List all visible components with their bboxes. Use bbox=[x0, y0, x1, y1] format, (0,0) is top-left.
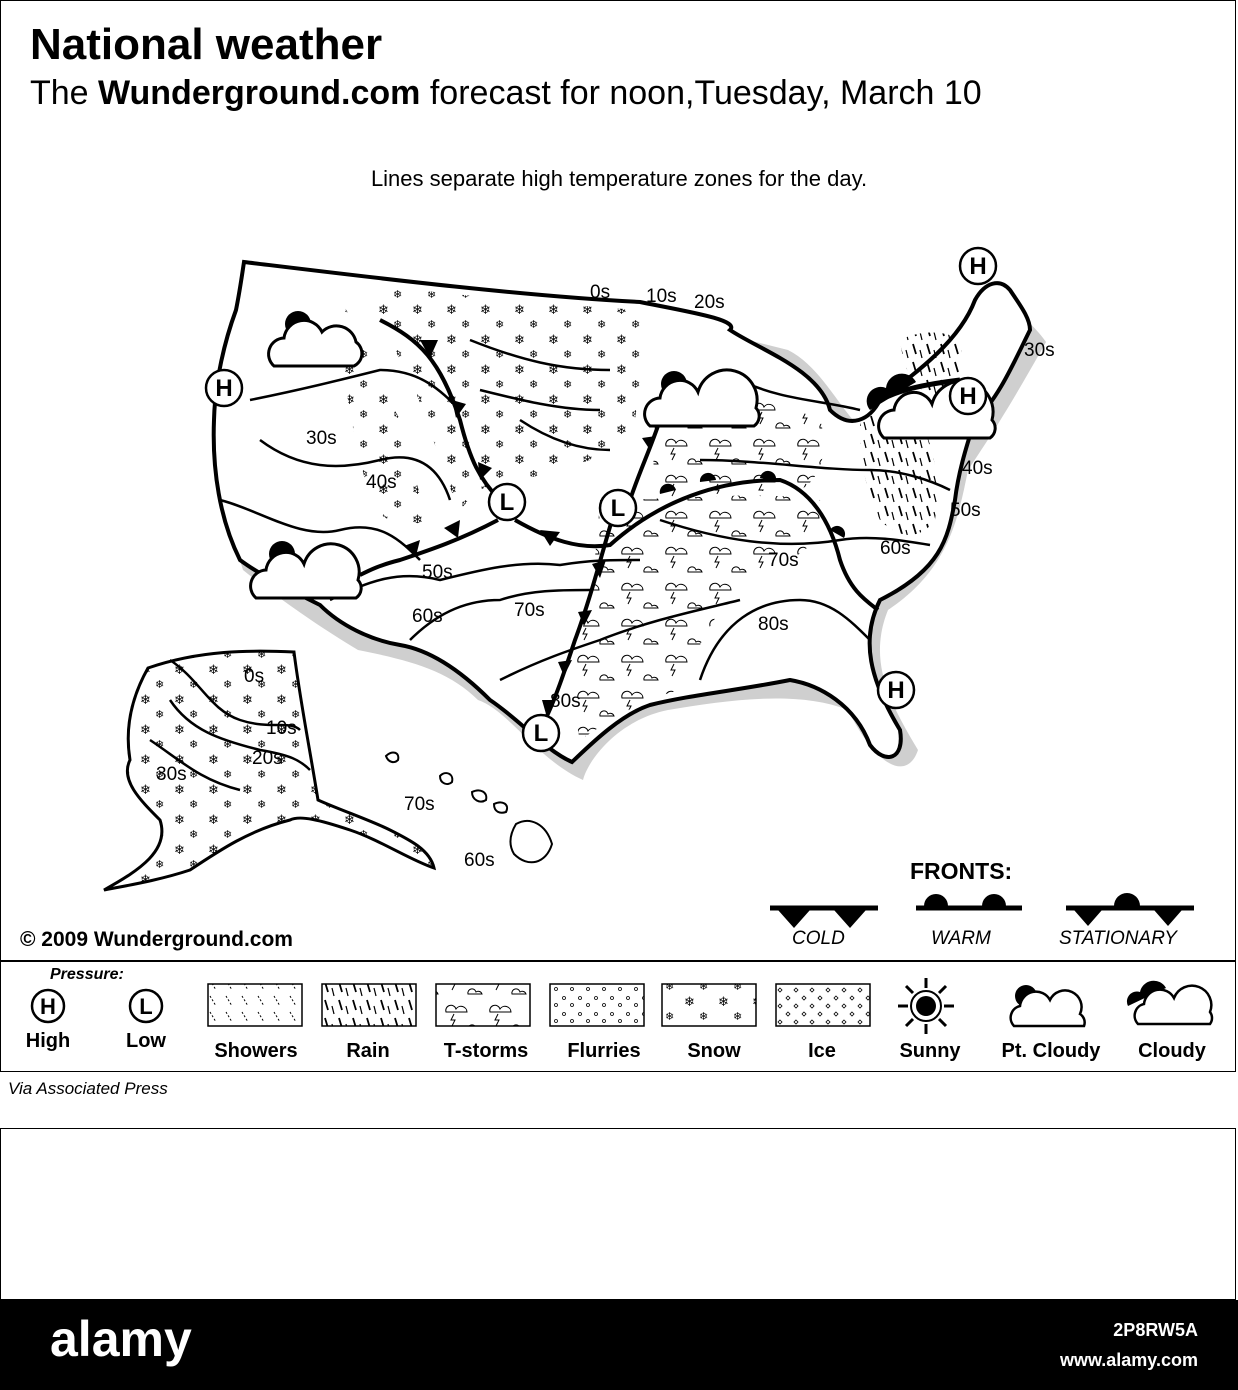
rain-swatch-icon bbox=[322, 984, 416, 1026]
sunny-icon bbox=[898, 978, 954, 1034]
low-pressure-marker bbox=[600, 490, 636, 526]
legend-tstorms-label: T-storms bbox=[443, 1040, 529, 1062]
svg-text:H: H bbox=[887, 677, 905, 704]
cloudy-icon bbox=[1127, 981, 1212, 1024]
low-pressure-marker bbox=[523, 715, 559, 751]
temp-label: 50s bbox=[950, 500, 981, 521]
alaska bbox=[104, 651, 434, 890]
temp-label: 0s bbox=[244, 666, 265, 687]
legend-showers-label: Showers bbox=[214, 1040, 298, 1062]
legend-sunny-label: Sunny bbox=[899, 1040, 961, 1062]
legend-flurries-label: Flurries bbox=[567, 1040, 641, 1062]
temp-label: 60s bbox=[464, 850, 495, 871]
temp-label: 40s bbox=[366, 472, 397, 493]
high-pressure-marker bbox=[878, 672, 914, 708]
photo-credit: Via Associated Press bbox=[8, 1079, 168, 1098]
subtitle-brand: Wunderground.com bbox=[98, 74, 421, 112]
ice-swatch-icon bbox=[776, 984, 870, 1026]
temp-label: 30s bbox=[1024, 340, 1055, 361]
temp-label: 30s bbox=[306, 428, 337, 449]
temp-label: 70s bbox=[514, 600, 545, 621]
svg-text:H: H bbox=[40, 994, 56, 1019]
svg-text:H: H bbox=[969, 253, 987, 280]
snow-swatch-icon bbox=[662, 984, 756, 1026]
subtitle-suffix: forecast for noon,Tuesday, March 10 bbox=[420, 74, 982, 112]
temp-label: 40s bbox=[962, 458, 993, 479]
copyright: © 2009 Wunderground.com bbox=[20, 928, 293, 951]
map-note: Lines separate high temperature zones for the day. bbox=[370, 166, 868, 191]
svg-text:L: L bbox=[499, 489, 515, 516]
svg-text:H: H bbox=[215, 375, 233, 402]
legend-symbols bbox=[0, 962, 1238, 1042]
stationary-front-key-icon bbox=[1066, 893, 1194, 926]
tstorms-swatch-icon bbox=[436, 984, 530, 1026]
pt-cloudy-icon bbox=[1011, 985, 1085, 1026]
legend-low-label: Low bbox=[126, 1030, 166, 1052]
blank-panel bbox=[0, 1128, 1236, 1300]
svg-text:L: L bbox=[533, 720, 549, 747]
svg-text:L: L bbox=[610, 495, 626, 522]
temp-label: 0s bbox=[590, 282, 611, 303]
legend-rain-label: Rain bbox=[346, 1040, 390, 1062]
temp-label: 70s bbox=[404, 794, 435, 815]
fronts-title: FRONTS: bbox=[910, 858, 1013, 884]
temp-label: 80s bbox=[550, 691, 581, 712]
temp-label: 10s bbox=[266, 718, 297, 739]
page-title: National weather bbox=[30, 20, 383, 69]
legend-high-label: High bbox=[25, 1030, 71, 1052]
temp-label: 80s bbox=[758, 614, 789, 635]
watermark-brand: alamy bbox=[50, 1311, 192, 1367]
showers-swatch-icon bbox=[208, 984, 302, 1026]
legend-ice-label: Ice bbox=[808, 1040, 836, 1062]
pressure-title: Pressure: bbox=[50, 966, 124, 983]
high-pressure-icon bbox=[32, 990, 64, 1022]
warm-front-label: WARM bbox=[931, 928, 991, 949]
temp-label: 70s bbox=[768, 550, 799, 571]
legend-cloudy-label: Cloudy bbox=[1138, 1040, 1206, 1062]
svg-text:H: H bbox=[959, 383, 977, 410]
subtitle-prefix: The bbox=[30, 74, 99, 112]
cold-front-label: COLD bbox=[792, 928, 845, 949]
legend-snow-label: Snow bbox=[687, 1040, 741, 1062]
high-pressure-marker bbox=[960, 248, 996, 284]
temp-label: 60s bbox=[412, 606, 443, 627]
flurries-swatch-icon bbox=[550, 984, 644, 1026]
watermark-image-id: 2P8RW5A bbox=[1113, 1320, 1198, 1340]
low-pressure-icon bbox=[130, 990, 162, 1022]
temp-label: 30s bbox=[156, 764, 187, 785]
warm-front-key-icon bbox=[916, 894, 1022, 908]
temp-label: 20s bbox=[694, 292, 725, 313]
temp-label: 60s bbox=[880, 538, 911, 559]
temp-label: 50s bbox=[422, 562, 453, 583]
svg-text:L: L bbox=[139, 994, 153, 1019]
temp-label: 10s bbox=[646, 286, 677, 307]
legend-pt-cloudy-label: Pt. Cloudy bbox=[1001, 1040, 1101, 1062]
cold-front-key-icon bbox=[770, 908, 878, 928]
high-pressure-marker bbox=[950, 378, 986, 414]
watermark-url: www.alamy.com bbox=[1059, 1350, 1198, 1370]
low-pressure-marker bbox=[489, 484, 525, 520]
stationary-front-label: STATIONARY bbox=[1059, 928, 1177, 949]
temp-label: 20s bbox=[252, 748, 283, 769]
high-pressure-marker bbox=[206, 370, 242, 406]
